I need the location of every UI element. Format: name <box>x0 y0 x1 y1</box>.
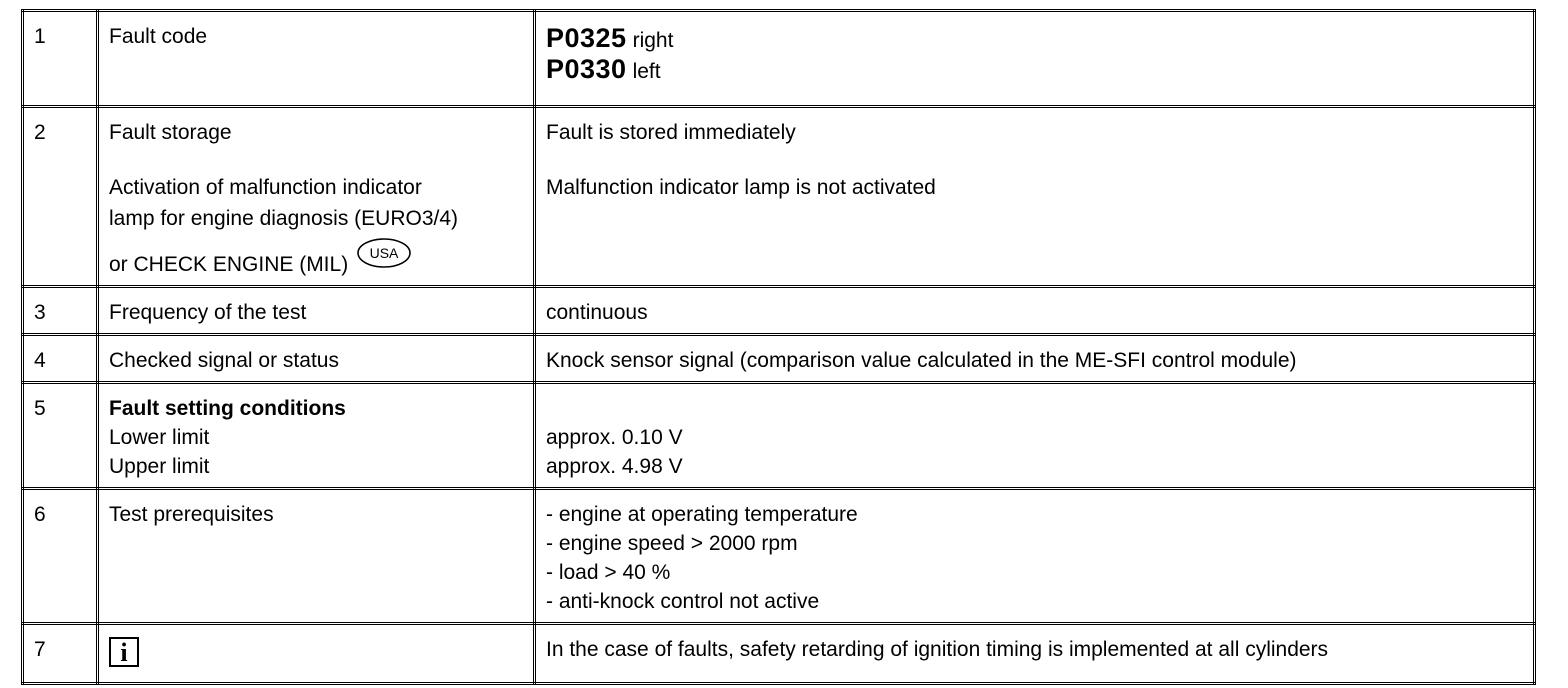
fault-code: P0330 <box>546 54 627 84</box>
limit-value: approx. 4.98 V <box>546 455 683 478</box>
fault-code-line <box>546 24 1523 55</box>
row-label-cell <box>98 624 535 684</box>
row-value-cell <box>535 107 1535 287</box>
usa-badge-text: USA <box>369 245 399 261</box>
prerequisite-item: - anti-knock control not active <box>546 590 820 613</box>
row-value: Malfunction indicator lamp is not activated <box>546 176 936 199</box>
fault-code: P0325 <box>546 23 627 53</box>
row-label: Frequency of the test <box>98 287 535 335</box>
table-row-4 <box>23 335 1535 383</box>
row-number: 3 <box>23 287 98 335</box>
row-label: Fault code <box>98 11 535 107</box>
mil-label-line-usa <box>109 237 523 279</box>
mil-label-line: Activation of malfunction indicator <box>109 176 422 199</box>
table-row-7 <box>23 624 1535 684</box>
row-label-cell <box>98 107 535 287</box>
row-label-cell <box>98 383 535 489</box>
fault-code-cell <box>535 11 1535 107</box>
row-value-cell <box>535 383 1535 489</box>
row-number: 7 <box>23 624 98 684</box>
limit-label: Lower limit <box>109 426 210 449</box>
row-value: In the case of faults, safety retarding of ignition timing is implemented at all cylinders <box>535 624 1535 684</box>
table-row-5 <box>23 383 1535 489</box>
row-value: Fault is stored immediately <box>546 121 796 144</box>
row-label: Fault storage <box>109 121 232 144</box>
prerequisite-item: - engine at operating temperature <box>546 503 858 526</box>
row-label: Fault setting conditions <box>109 397 346 420</box>
prerequisite-item: - engine speed > 2000 rpm <box>546 532 798 555</box>
usa-badge-icon <box>356 237 412 277</box>
row-number: 2 <box>23 107 98 287</box>
row-label: Checked signal or status <box>98 335 535 383</box>
row-number: 4 <box>23 335 98 383</box>
info-icon: i <box>109 637 139 667</box>
limit-value: approx. 0.10 V <box>546 426 683 449</box>
row-value: continuous <box>535 287 1535 335</box>
row-number: 1 <box>23 11 98 107</box>
row-label: Test prerequisites <box>98 489 535 624</box>
fault-info-table <box>21 9 1536 685</box>
table-row-1 <box>23 11 1535 107</box>
fault-code-side: left <box>632 60 661 83</box>
fault-code-side: right <box>632 29 674 52</box>
fault-code-line <box>546 55 1523 86</box>
row-number: 5 <box>23 383 98 489</box>
mil-label-line: or CHECK ENGINE (MIL) <box>109 253 349 276</box>
table-row-3 <box>23 287 1535 335</box>
table-row-6 <box>23 489 1535 624</box>
table-row-2 <box>23 107 1535 287</box>
row-value: Knock sensor signal (comparison value calculated in the ME-SFI control module) <box>535 335 1535 383</box>
mil-label-line: lamp for engine diagnosis (EURO3/4) <box>109 207 459 230</box>
prerequisite-item: - load > 40 % <box>546 561 671 584</box>
row-number: 6 <box>23 489 98 624</box>
row-value-cell <box>535 489 1535 624</box>
limit-label: Upper limit <box>109 455 210 478</box>
